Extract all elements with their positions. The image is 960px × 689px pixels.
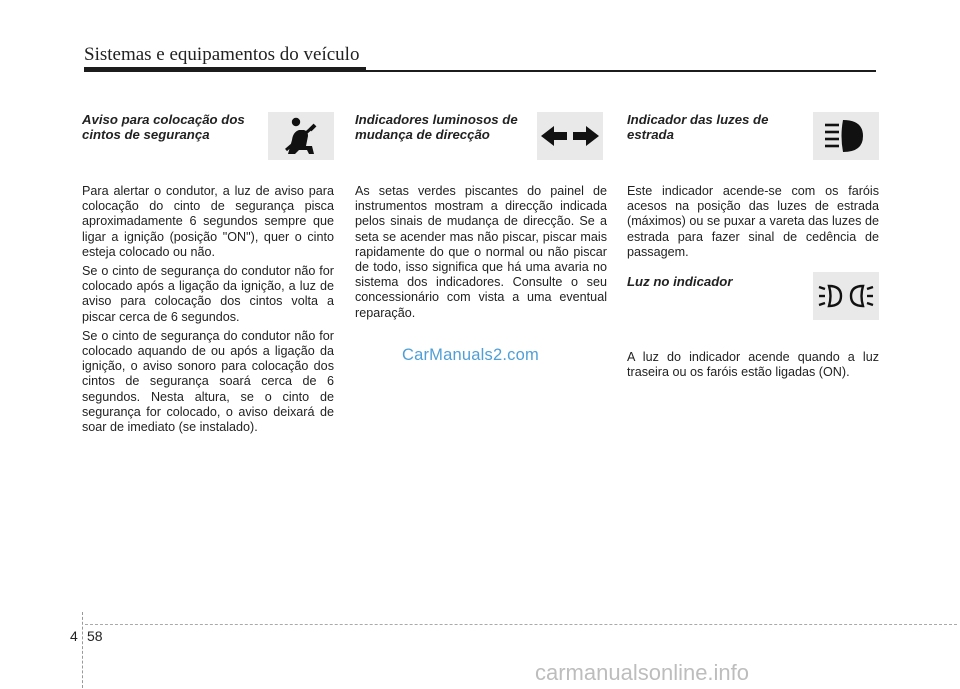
section-title-high-beam: Indicador das luzes de estrada	[627, 112, 769, 142]
footer-vertical-rule	[82, 612, 84, 688]
turn-signal-paragraph: As setas verdes piscantes do painel de instrumentos mostram a direcção indicada pelos sinais de mudança de direcção. Se a seta se acender mas não piscar, piscar mais rapidamente do que o normal ou não piscar de todo, isso significa que há uma avaria no sistema dos indicadores. Consulte o seu concessionário com vista a uma eventual reparação.	[355, 184, 607, 320]
section-title-turn-signal: Indicadores luminosos de mudança de direcção	[355, 112, 518, 142]
header-rule-thick	[84, 67, 366, 72]
watermark-text: CarManuals2.com	[402, 346, 539, 364]
seatbelt-paragraph-3: Se o cinto de segurança do condutor não for colocado aquando de ou após a ligação da ignição, o aviso sonoro para colocação dos cintos de segurança soará cerca de 6 segundos. Nesta altura, se o cinto de segurança for colocado, o aviso deixará de soar de imediato (se instalado).	[82, 328, 334, 435]
turn-signal-arrows-icon	[537, 112, 603, 160]
light-on-indicator-icon	[813, 272, 879, 320]
header-rule-thin	[366, 70, 876, 72]
footer-horizontal-rule	[85, 624, 957, 625]
column-turn-signal	[355, 112, 607, 325]
page-number: 58	[87, 628, 103, 644]
seatbelt-paragraph-1: Para alertar o condutor, a luz de aviso para colocação do cinto de segurança pisca aproximadamente 6 segundos sempre que ligar a ignição (posição "ON"), quer o cinto esteja colocado ou não.	[82, 184, 334, 259]
section-title-seatbelt: Aviso para colocação dos cintos de segurança	[82, 112, 245, 142]
seatbelt-warning-icon	[268, 112, 334, 160]
section-title-light-on: Luz no indicador	[627, 274, 733, 290]
high-beam-icon	[813, 112, 879, 160]
seatbelt-paragraph-2: Se o cinto de segurança do condutor não for colocado após a ligação da ignição, a luz de aviso para colocação dos cintos volta a piscar cerca de 6 segundos.	[82, 264, 334, 324]
site-watermark: carmanualsonline.info	[535, 660, 750, 685]
high-beam-paragraph: Este indicador acende-se com os faróis acesos na posição das luzes de estrada (máximos) ou se puxar a vareta das luzes de estrada para fazer sinal de cedência de passagem.	[627, 184, 879, 259]
column-seatbelt	[82, 112, 334, 439]
column-high-beam	[627, 112, 879, 384]
chapter-number: 4	[70, 628, 78, 644]
light-on-paragraph: A luz do indicador acende quando a luz traseira ou os faróis estão ligadas (ON).	[627, 350, 879, 380]
page-header-title: Sistemas e equipamentos do veículo	[84, 44, 360, 65]
